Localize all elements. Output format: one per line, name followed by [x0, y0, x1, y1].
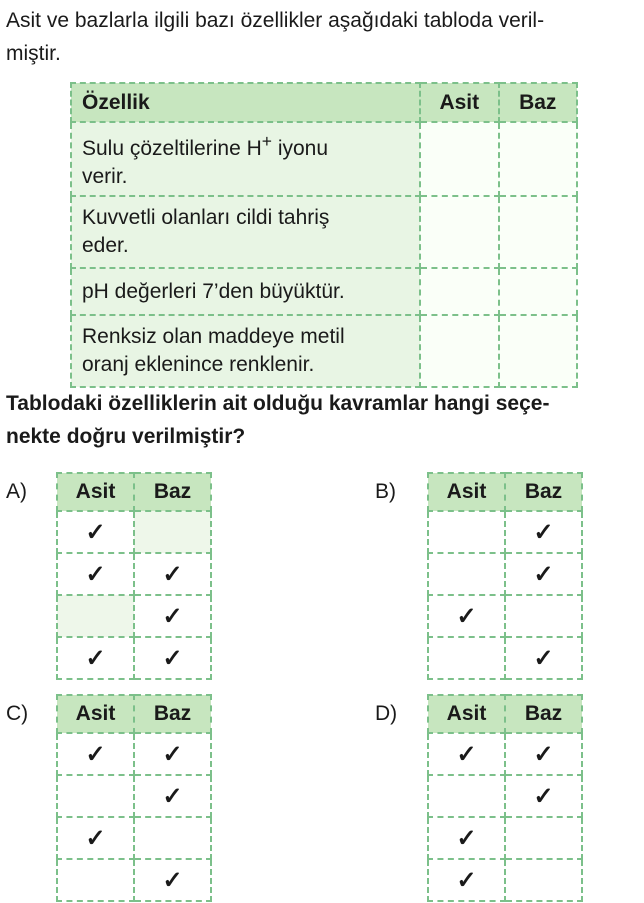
feature-cell — [71, 315, 420, 387]
check-cell: ✓ — [428, 817, 505, 859]
option-b-table[interactable] — [427, 472, 583, 680]
properties-table — [70, 82, 578, 388]
acid-cell — [420, 122, 498, 196]
header-base: Baz — [505, 473, 582, 511]
check-cell: ✓ — [505, 553, 582, 595]
feature-text: Renksiz olan maddeye metil — [82, 325, 345, 348]
intro-text — [6, 4, 638, 70]
check-cell: ✓ — [57, 553, 134, 595]
intro-line-1: Asit ve bazlarla ilgili bazı özellikler aşağıdaki tabloda veril- — [6, 9, 545, 32]
feature-cell — [71, 196, 420, 268]
check-cell — [505, 859, 582, 901]
check-cell: ✓ — [134, 553, 211, 595]
check-cell — [428, 637, 505, 679]
check-cell — [134, 511, 211, 553]
question-line-2: nekte doğru verilmiştir? — [6, 425, 246, 448]
feature-text: Kuvvetli olanları cildi tahriş — [82, 206, 330, 229]
option-d-table[interactable] — [427, 694, 583, 902]
acid-cell — [420, 268, 498, 315]
table-row — [57, 775, 211, 817]
table-row — [71, 315, 577, 387]
feature-text: iyonu — [272, 137, 329, 160]
table-row — [71, 122, 577, 196]
table-row — [428, 595, 582, 637]
option-a-table[interactable] — [56, 472, 212, 680]
table-row — [428, 817, 582, 859]
table-row — [71, 196, 577, 268]
superscript-plus: + — [261, 131, 272, 151]
option-a-label[interactable]: A) — [6, 480, 27, 503]
option-d-label[interactable]: D) — [375, 702, 398, 725]
check-cell: ✓ — [57, 637, 134, 679]
header-acid: Asit — [428, 695, 505, 733]
base-cell — [499, 122, 577, 196]
check-cell — [57, 859, 134, 901]
acid-cell — [420, 196, 498, 268]
header-feature: Özellik — [71, 83, 420, 122]
table-row — [57, 733, 211, 775]
check-cell — [57, 775, 134, 817]
check-cell: ✓ — [505, 511, 582, 553]
check-cell: ✓ — [505, 733, 582, 775]
table-row — [57, 511, 211, 553]
question-text — [6, 387, 638, 453]
base-cell — [499, 268, 577, 315]
option-b-label[interactable]: B) — [375, 480, 396, 503]
option-header-row — [428, 473, 582, 511]
header-acid: Asit — [57, 473, 134, 511]
option-header-row — [428, 695, 582, 733]
header-acid: Asit — [57, 695, 134, 733]
table-row — [57, 553, 211, 595]
table-row — [57, 595, 211, 637]
table-row — [428, 637, 582, 679]
check-cell — [428, 553, 505, 595]
check-cell: ✓ — [57, 733, 134, 775]
table-row — [57, 817, 211, 859]
acid-cell — [420, 315, 498, 387]
properties-header-row — [71, 83, 577, 122]
check-cell: ✓ — [428, 859, 505, 901]
base-cell — [499, 315, 577, 387]
question-line-1: Tablodaki özelliklerin ait olduğu kavramlar hangi seçe- — [6, 392, 550, 415]
check-cell: ✓ — [57, 817, 134, 859]
header-base: Baz — [134, 473, 211, 511]
feature-text: oranj eklenince renklenir. — [82, 353, 315, 376]
feature-text: verir. — [82, 165, 128, 188]
intro-line-2: miştir. — [6, 42, 61, 65]
check-cell — [428, 511, 505, 553]
header-acid: Asit — [428, 473, 505, 511]
base-cell — [499, 196, 577, 268]
header-base: Baz — [134, 695, 211, 733]
check-cell: ✓ — [134, 733, 211, 775]
table-row — [428, 775, 582, 817]
feature-text: Sulu çözeltilerine H — [82, 137, 262, 160]
feature-text: pH değerleri 7’den büyüktür. — [82, 279, 345, 303]
feature-text: eder. — [82, 234, 129, 257]
check-cell — [57, 595, 134, 637]
header-base: Baz — [499, 83, 577, 122]
header-base: Baz — [505, 695, 582, 733]
header-acid: Asit — [420, 83, 498, 122]
feature-cell — [71, 122, 420, 196]
option-c-label[interactable]: C) — [6, 702, 29, 725]
feature-cell — [71, 268, 420, 315]
check-cell — [505, 817, 582, 859]
option-header-row — [57, 473, 211, 511]
check-cell — [428, 775, 505, 817]
check-cell — [505, 595, 582, 637]
table-row — [428, 859, 582, 901]
check-cell: ✓ — [505, 775, 582, 817]
table-row — [428, 553, 582, 595]
table-row — [71, 268, 577, 315]
check-cell: ✓ — [428, 595, 505, 637]
check-cell: ✓ — [57, 511, 134, 553]
check-cell: ✓ — [428, 733, 505, 775]
table-row — [57, 637, 211, 679]
option-header-row — [57, 695, 211, 733]
check-cell: ✓ — [134, 859, 211, 901]
table-row — [428, 511, 582, 553]
check-cell: ✓ — [134, 775, 211, 817]
check-cell: ✓ — [134, 637, 211, 679]
check-cell: ✓ — [505, 637, 582, 679]
table-row — [57, 859, 211, 901]
check-cell — [134, 817, 211, 859]
check-cell: ✓ — [134, 595, 211, 637]
table-row — [428, 733, 582, 775]
option-c-table[interactable] — [56, 694, 212, 902]
